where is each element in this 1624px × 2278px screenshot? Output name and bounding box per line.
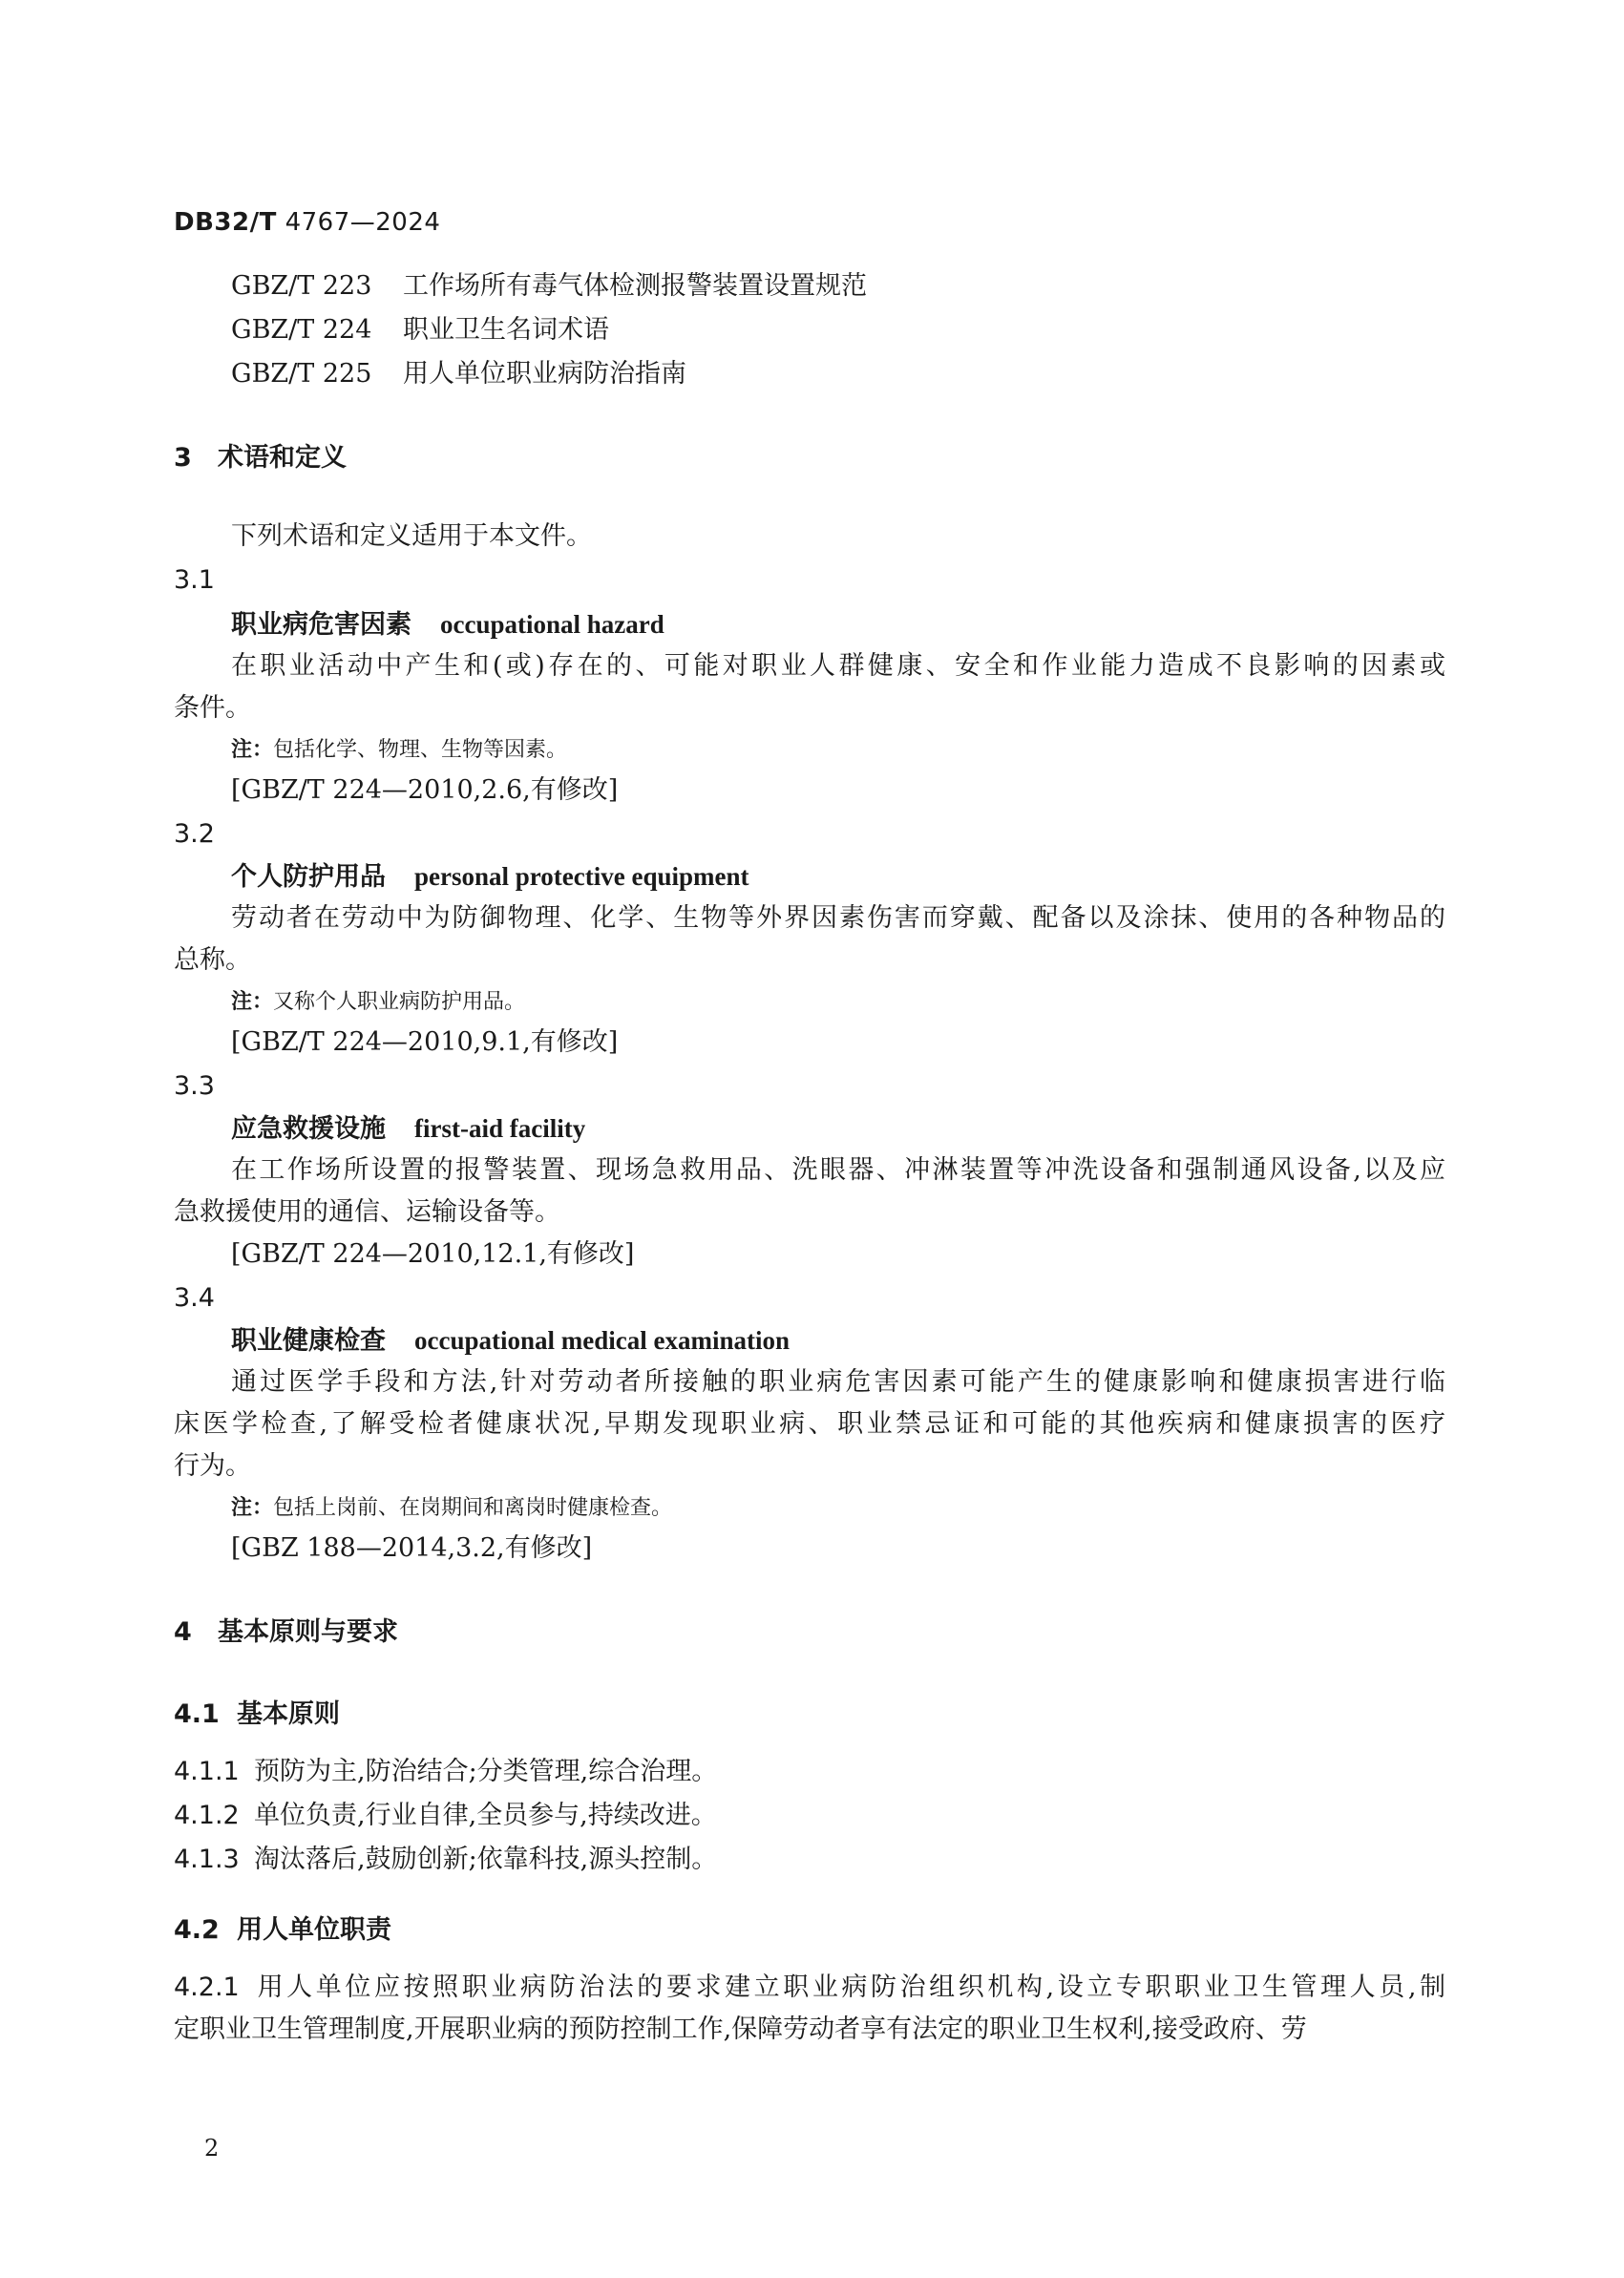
clause: 4.2.1 用人单位应按照职业病防治法的要求建立职业病防治组织机构,设立专职职业卫生管理人员,制 xyxy=(174,1972,1445,2002)
term-definition: 行为。 xyxy=(174,1451,251,1481)
term-definition: 急救援使用的通信、运输设备等。 xyxy=(174,1197,560,1227)
term-source: [GBZ/T 224—2010,12.1,有修改] xyxy=(231,1239,635,1269)
term-definition: 床医学检查,了解受检者健康状况,早期发现职业病、职业禁忌证和可能的其他疾病和健康损害的医疗 xyxy=(174,1409,1445,1439)
section-heading: 3 术语和定义 xyxy=(174,443,347,473)
clause: 4.1.3 淘汰落后,鼓励创新;依靠科技,源头控制。 xyxy=(174,1845,718,1874)
term-number: 3.3 xyxy=(174,1071,215,1101)
term-definition: 在工作场所设置的报警装置、现场急救用品、洗眼器、冲淋装置等冲洗设备和强制通风设备,以及应 xyxy=(231,1155,1445,1185)
term-definition: 劳动者在劳动中为防御物理、化学、生物等外界因素伤害而穿戴、配备以及涂抹、使用的各种物品的 xyxy=(231,903,1445,933)
term-number: 3.4 xyxy=(174,1283,215,1313)
term-note: 注：包括上岗前、在岗期间和离岗时健康检查。 xyxy=(231,1496,673,1520)
term-definition: 通过医学手段和方法,针对劳动者所接触的职业病危害因素可能产生的健康影响和健康损害进行临 xyxy=(231,1367,1445,1397)
term-number: 3.2 xyxy=(174,819,215,849)
reference-item: GBZ/T 224 职业卫生名词术语 xyxy=(231,315,609,345)
term-title: 职业健康检查 occupational medical examination xyxy=(231,1326,790,1356)
term-definition: 总称。 xyxy=(174,945,251,975)
section-heading: 4 基本原则与要求 xyxy=(174,1617,398,1647)
term-definition: 在职业活动中产生和(或)存在的、可能对职业人群健康、安全和作业能力造成不良影响的因素或 xyxy=(231,651,1445,681)
term-source: [GBZ/T 224—2010,2.6,有修改] xyxy=(231,775,619,805)
term-definition: 条件。 xyxy=(174,693,251,723)
paragraph: 下列术语和定义适用于本文件。 xyxy=(231,521,592,551)
subsection-heading: 4.2 用人单位职责 xyxy=(174,1915,391,1945)
reference-item: GBZ/T 225 用人单位职业病防治指南 xyxy=(231,359,686,389)
document-header: DB32/T 4767—2024 xyxy=(174,208,441,237)
clause: 4.1.2 单位负责,行业自律,全员参与,持续改进。 xyxy=(174,1801,717,1830)
term-number: 3.1 xyxy=(174,565,215,595)
term-title: 职业病危害因素 occupational hazard xyxy=(231,610,664,640)
clause: 4.1.1 预防为主,防治结合;分类管理,综合治理。 xyxy=(174,1757,718,1786)
term-title: 应急救援设施 first-aid facility xyxy=(231,1114,586,1144)
term-note: 注：又称个人职业病防护用品。 xyxy=(231,990,526,1014)
term-source: [GBZ 188—2014,3.2,有修改] xyxy=(231,1533,593,1563)
term-title: 个人防护用品 personal protective equipment xyxy=(231,862,749,892)
term-note: 注：包括化学、物理、生物等因素。 xyxy=(231,738,568,762)
clause-continuation: 定职业卫生管理制度,开展职业病的预防控制工作,保障劳动者享有法定的职业卫生权利,接受政府、劳 xyxy=(174,2014,1307,2044)
reference-item: GBZ/T 223 工作场所有毒气体检测报警装置设置规范 xyxy=(231,271,867,301)
page-number: 2 xyxy=(204,2135,220,2162)
term-source: [GBZ/T 224—2010,9.1,有修改] xyxy=(231,1027,619,1057)
subsection-heading: 4.1 基本原则 xyxy=(174,1699,340,1729)
